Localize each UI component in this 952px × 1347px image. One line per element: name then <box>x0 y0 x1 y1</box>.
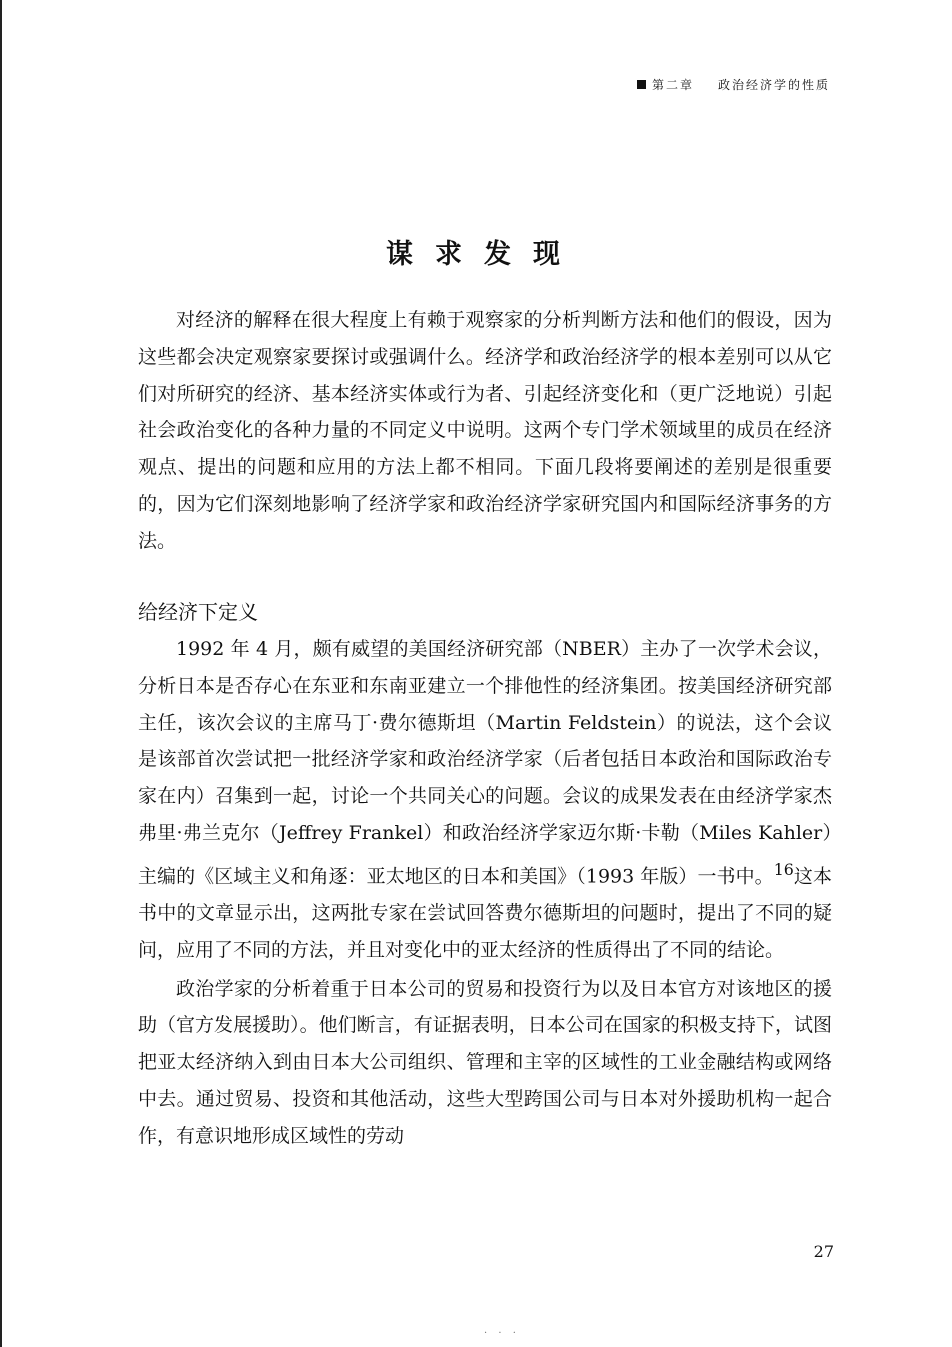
header-square-icon <box>637 80 646 89</box>
section-title: 谋求发现 <box>386 239 582 270</box>
intro-section <box>138 302 832 560</box>
subheading: 给经济下定义 <box>138 600 258 624</box>
paragraph-3: 政治学家的分析着重于日本公司的贸易和投资行为以及日本官方对该地区的援助（官方发展援助）。他们断言，有证据表明，日本公司在国家的积极支持下，试图把亚太经济纳入到由日本大公司组织、管理和主宰的区域性的工业金融结构或网络中去。通过贸易、投资和其他活动，这些大型跨国公司与日本对外援助机构一起合作，有意识地形成区域性的劳动 <box>138 977 832 1147</box>
page-number: 27 <box>813 1242 834 1261</box>
page-edge <box>0 0 2 1347</box>
footnote-ref: 16 <box>773 859 794 879</box>
intro-paragraph: 对经济的解释在很大程度上有赖于观察家的分析判断方法和他们的假设，因为这些都会决定观察家要探讨或强调什么。经济学和政治经济学的根本差别可以从它们对所研究的经济、基本经济实体或行为者、引起经济变化和（更广泛地说）引起社会政治变化的各种力量的不同定义中说明。这两个专门学术领域里的成员在经济观点、提出的问题和应用的方法上都不相同。下面几段将要阐述的差别是很重要的，因为它们深刻地影响了经济学家和政治经济学家研究国内和国际经济事务的方法。 <box>138 309 832 552</box>
paragraph-2-part1: 1992 年 4 月，颇有威望的美国经济研究部（NBER）主办了一次学术会议，分析日本是否存心在东亚和东南亚建立一个排他性的经济集团。按美国经济研究部主任，该次会议的主席马丁·费尔德斯坦（Martin Feldstein）的说法，这个会议是该部首次尝试把一批经济学家和政治经济学家（后者包括日本政治和国际政治专家在内）召集到一起，讨论一个共同关心的问题。会议的成果发表在由经济学家杰弗里·弗兰克尔（Jeffrey Frankel）和政治经济学家迈尔斯·卡勒（Miles Kahler）主编的《区域主义和角逐：亚太地区的日本和美国》（1993 年版）一书中。 <box>138 638 832 888</box>
body-section <box>138 631 832 1154</box>
chapter-number: 第二章 <box>651 78 694 92</box>
running-header <box>637 76 830 93</box>
paragraph-2 <box>138 631 832 969</box>
chapter-title: 政治经济学的性质 <box>717 78 830 92</box>
scan-specks-decoration: · · · <box>484 1328 520 1339</box>
paragraph-2-part2: 这本书中的文章显示出，这两批专家在尝试回答费尔德斯坦的问题时，提出了不同的疑问，应用了不同的方法，并且对变化中的亚太经济的性质得出了不同的结论。 <box>138 865 832 961</box>
